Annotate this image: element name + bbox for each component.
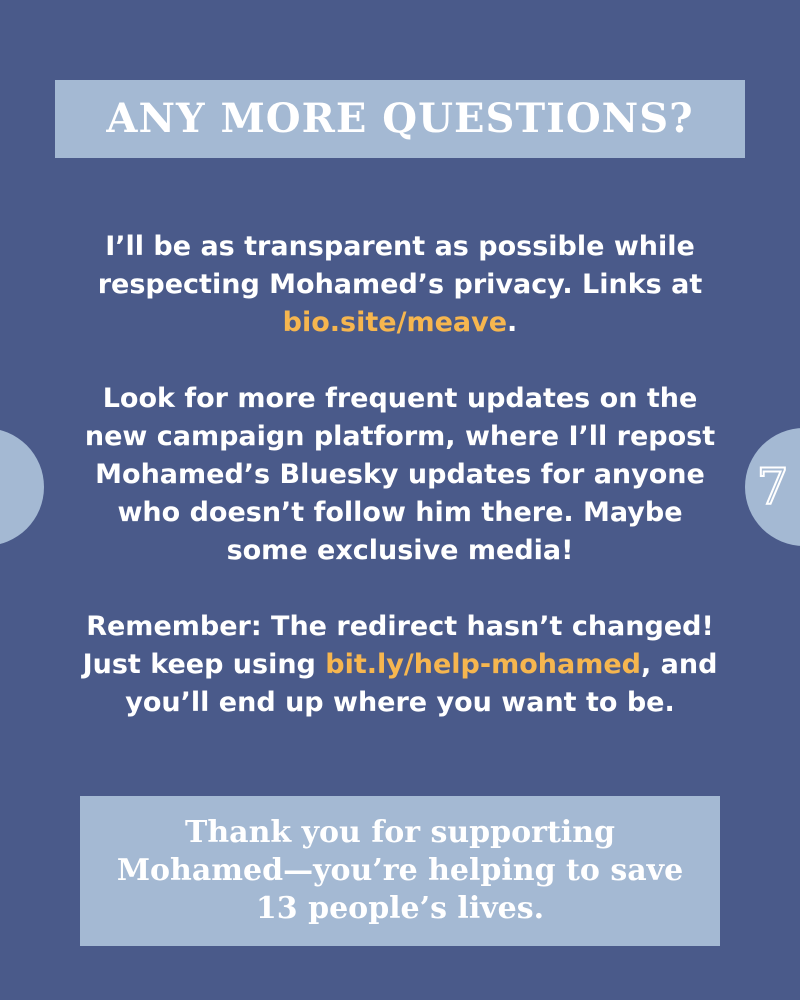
- page-title: ANY MORE QUESTIONS?: [106, 95, 694, 142]
- body-copy: [75, 228, 725, 722]
- bitly-link[interactable]: bit.ly/help-mohamed: [325, 649, 641, 680]
- thank-you-message: Thank you for supporting Mohamed—you’re helping to save 13 people’s lives.: [116, 815, 684, 926]
- paragraph-transparency-text: I’ll be as transparent as possible while respecting Mohamed’s privacy. Links at: [97, 231, 703, 300]
- paragraph-redirect-end: , and you’ll end up where you want to be.: [125, 649, 718, 718]
- title-banner: [55, 80, 745, 158]
- paragraph-redirect-text: Remember: The redirect hasn’t changed! Just keep using: [82, 611, 714, 680]
- paragraph-transparency-end: .: [507, 307, 518, 338]
- paragraph-redirect: [75, 608, 725, 722]
- left-side-circle: [0, 428, 44, 546]
- paragraph-updates: Look for more frequent updates on the new campaign platform, where I’ll repost Mohamed’s Bluesky updates for anyone who doesn’t follow him there. Maybe some exclusive media!: [84, 383, 716, 566]
- page-number: 7: [756, 458, 789, 516]
- bio-site-link[interactable]: bio.site/meave: [282, 307, 508, 338]
- paragraph-transparency: [75, 228, 725, 342]
- footer-banner: [80, 796, 720, 946]
